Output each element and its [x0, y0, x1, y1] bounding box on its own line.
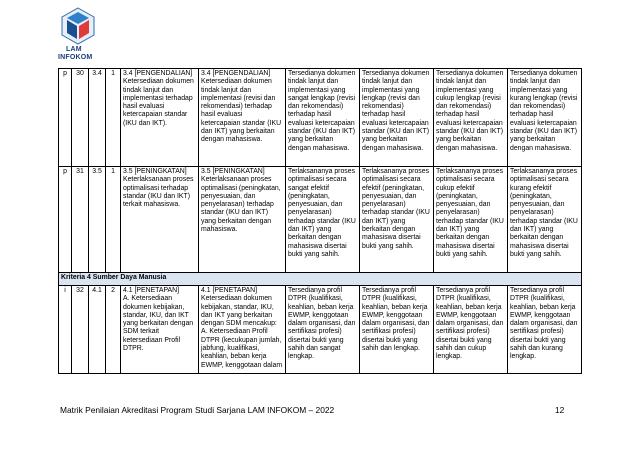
type-cell: p [59, 69, 72, 167]
score-1-cell: Tersedianya profil DTPR (kualifikasi, keahlian, beban kerja EWMP, kenggotaan dalam organisasi, dan sertifikasi profesi) disertai bukti yang sahih dan kurang lengkap. [508, 286, 582, 374]
indicator-cell: 4.1 [PENETAPAN] Ketersediaan dokumen kebijakan, standar, IKU, dan IKT yang berkaitan dengan SDM mencakup: A. Ketersediaan Profil DTPR (kecukupan jumlah, jabfung, kualifikasi, keahlian, beban kerja EWMP, kenggotaan dalam [199, 286, 286, 374]
footer-document-title: Matrik Penilaian Akreditasi Program Studi Sarjana LAM INFOKOM – 2022 [60, 405, 335, 415]
logo-text-lam: LAM [66, 46, 82, 53]
number-cell: 30 [72, 69, 89, 167]
sub-element-cell: 3.4 [89, 69, 106, 167]
score-4-cell: Terlaksananya proses optimalisasi secara sangat efektif (peningkatan, penyesuaian, dan penyelarasan) terhadap standar (IKU dan IKT) yang berkaitan dengan mahasiswa disertai bukti yang sahih. [286, 167, 360, 273]
type-cell: p [59, 167, 72, 273]
sub-element-cell: 3.5 [89, 167, 106, 273]
assessment-matrix-table [58, 68, 582, 374]
weight-cell: 2 [106, 286, 121, 374]
footer-page-number: 12 [555, 405, 565, 415]
logo-emblem-icon [58, 6, 98, 46]
criteria-heading-row [59, 273, 582, 286]
table-row [59, 286, 582, 374]
score-2-cell: Tersedianya profil DTPR (kualifikasi, keahlian, beban kerja EWMP, kenggotaan dalam organisasi, dan sertifikasi profesi) disertai bukti yang sahih dan cukup lengkap. [434, 286, 508, 374]
score-3-cell: Terlaksananya proses optimalisasi secara efektif (peningkatan, penyesuaian, dan penyelarasan) terhadap standar (IKU dan IKT) yang berkaitan dengan mahasiswa disertai bukti yang sahih. [360, 167, 434, 273]
score-3-cell: Tersedianya profil DTPR (kualifikasi, keahlian, beban kerja EWMP, kenggotaan dalam organisasi, dan sertifikasi profesi) disertai bukti yang sahih dan lengkap. [360, 286, 434, 374]
number-cell: 31 [72, 167, 89, 273]
table-row [59, 69, 582, 167]
weight-cell: 1 [106, 167, 121, 273]
logo-text-infokom: INFOKOM [58, 54, 93, 61]
criteria-heading: Kriteria 4 Sumber Daya Manusia [59, 273, 582, 286]
lam-infokom-logo [54, 6, 114, 64]
indicator-cell: 3.4 [PENGENDALIAN] Ketersediaan dokumen tindak lanjut dan implementasi (revisi dan rekomendasi) terhadap hasil evaluasi ketercapaian standar (IKU dan IKT) yang berkaitan dengan mahasiswa. [199, 69, 286, 167]
score-4-cell: Tersedianya dokumen tindak lanjut dan implementasi yang sangat lengkap (revisi dan rekomendasi) terhadap hasil evaluasi ketercapaian standar (IKU dan IKT) yang berkaitan dengan mahasiswa. [286, 69, 360, 167]
score-1-cell: Tersedianya dokumen tindak lanjut dan implementasi yang kurang lengkap (revisi dan rekomendasi) terhadap hasil evaluasi ketercapaian standar (IKU dan IKT) yang berkaitan dengan mahasiswa. [508, 69, 582, 167]
score-3-cell: Tersedianya dokumen tindak lanjut dan implementasi yang lengkap (revisi dan rekomendasi) terhadap hasil evaluasi ketercapaian standar (IKU dan IKT) yang berkaitan dengan mahasiswa. [360, 69, 434, 167]
score-4-cell: Tersedianya profil DTPR (kualifikasi, keahlian, beban kerja EWMP, kenggotaan dalam organisasi, dan sertifikasi profesi) disertai bukti yang sahih dan sangat lengkap. [286, 286, 360, 374]
table-row [59, 167, 582, 273]
element-cell: 3.5 [PENINGKATAN] Keterlaksanaan proses optimalisasi terhadap standar (IKU dan IKT) terkait mahasiswa. [121, 167, 199, 273]
type-cell: i [59, 286, 72, 374]
score-2-cell: Tersedianya dokumen tindak lanjut dan implementasi yang cukup lengkap (revisi dan rekomendasi) terhadap hasil evaluasi ketercapaian standar (IKU dan IKT) yang berkaitan dengan mahasiswa. [434, 69, 508, 167]
indicator-cell: 3.5 [PENINGKATAN] Keterlaksanaan proses optimalisasi (peningkatan, penyesuaian, dan penyelarasan) terhadap standar (IKU dan IKT) yang berkaitan dengan mahasiswa. [199, 167, 286, 273]
score-2-cell: Terlaksananya proses optimalisasi secara cukup efektif (peningkatan, penyesuaian, dan penyelarasan) terhadap standar (IKU dan IKT) yang berkaitan dengan mahasiswa disertai bukti yang sahih. [434, 167, 508, 273]
weight-cell: 1 [106, 69, 121, 167]
element-cell: 4.1 [PENETAPAN] A. Ketersediaan dokumen kebijakan, standar, IKU, dan IKT yang berkaitan dengan SDM terkait ketersediaan Profil DTPR. [121, 286, 199, 374]
sub-element-cell: 4.1 [89, 286, 106, 374]
score-1-cell: Terlaksananya proses optimalisasi secara kurang efektif (peningkatan, penyesuaian, dan penyelarasan) terhadap standar (IKU dan IKT) yang berkaitan dengan mahasiswa disertai bukti yang sahih. [508, 167, 582, 273]
element-cell: 3.4 [PENGENDALIAN] Ketersediaan dokumen tindak lanjut dan implementasi terhadap hasil evaluasi ketercapaian standar (IKU dan IKT). [121, 69, 199, 167]
number-cell: 32 [72, 286, 89, 374]
